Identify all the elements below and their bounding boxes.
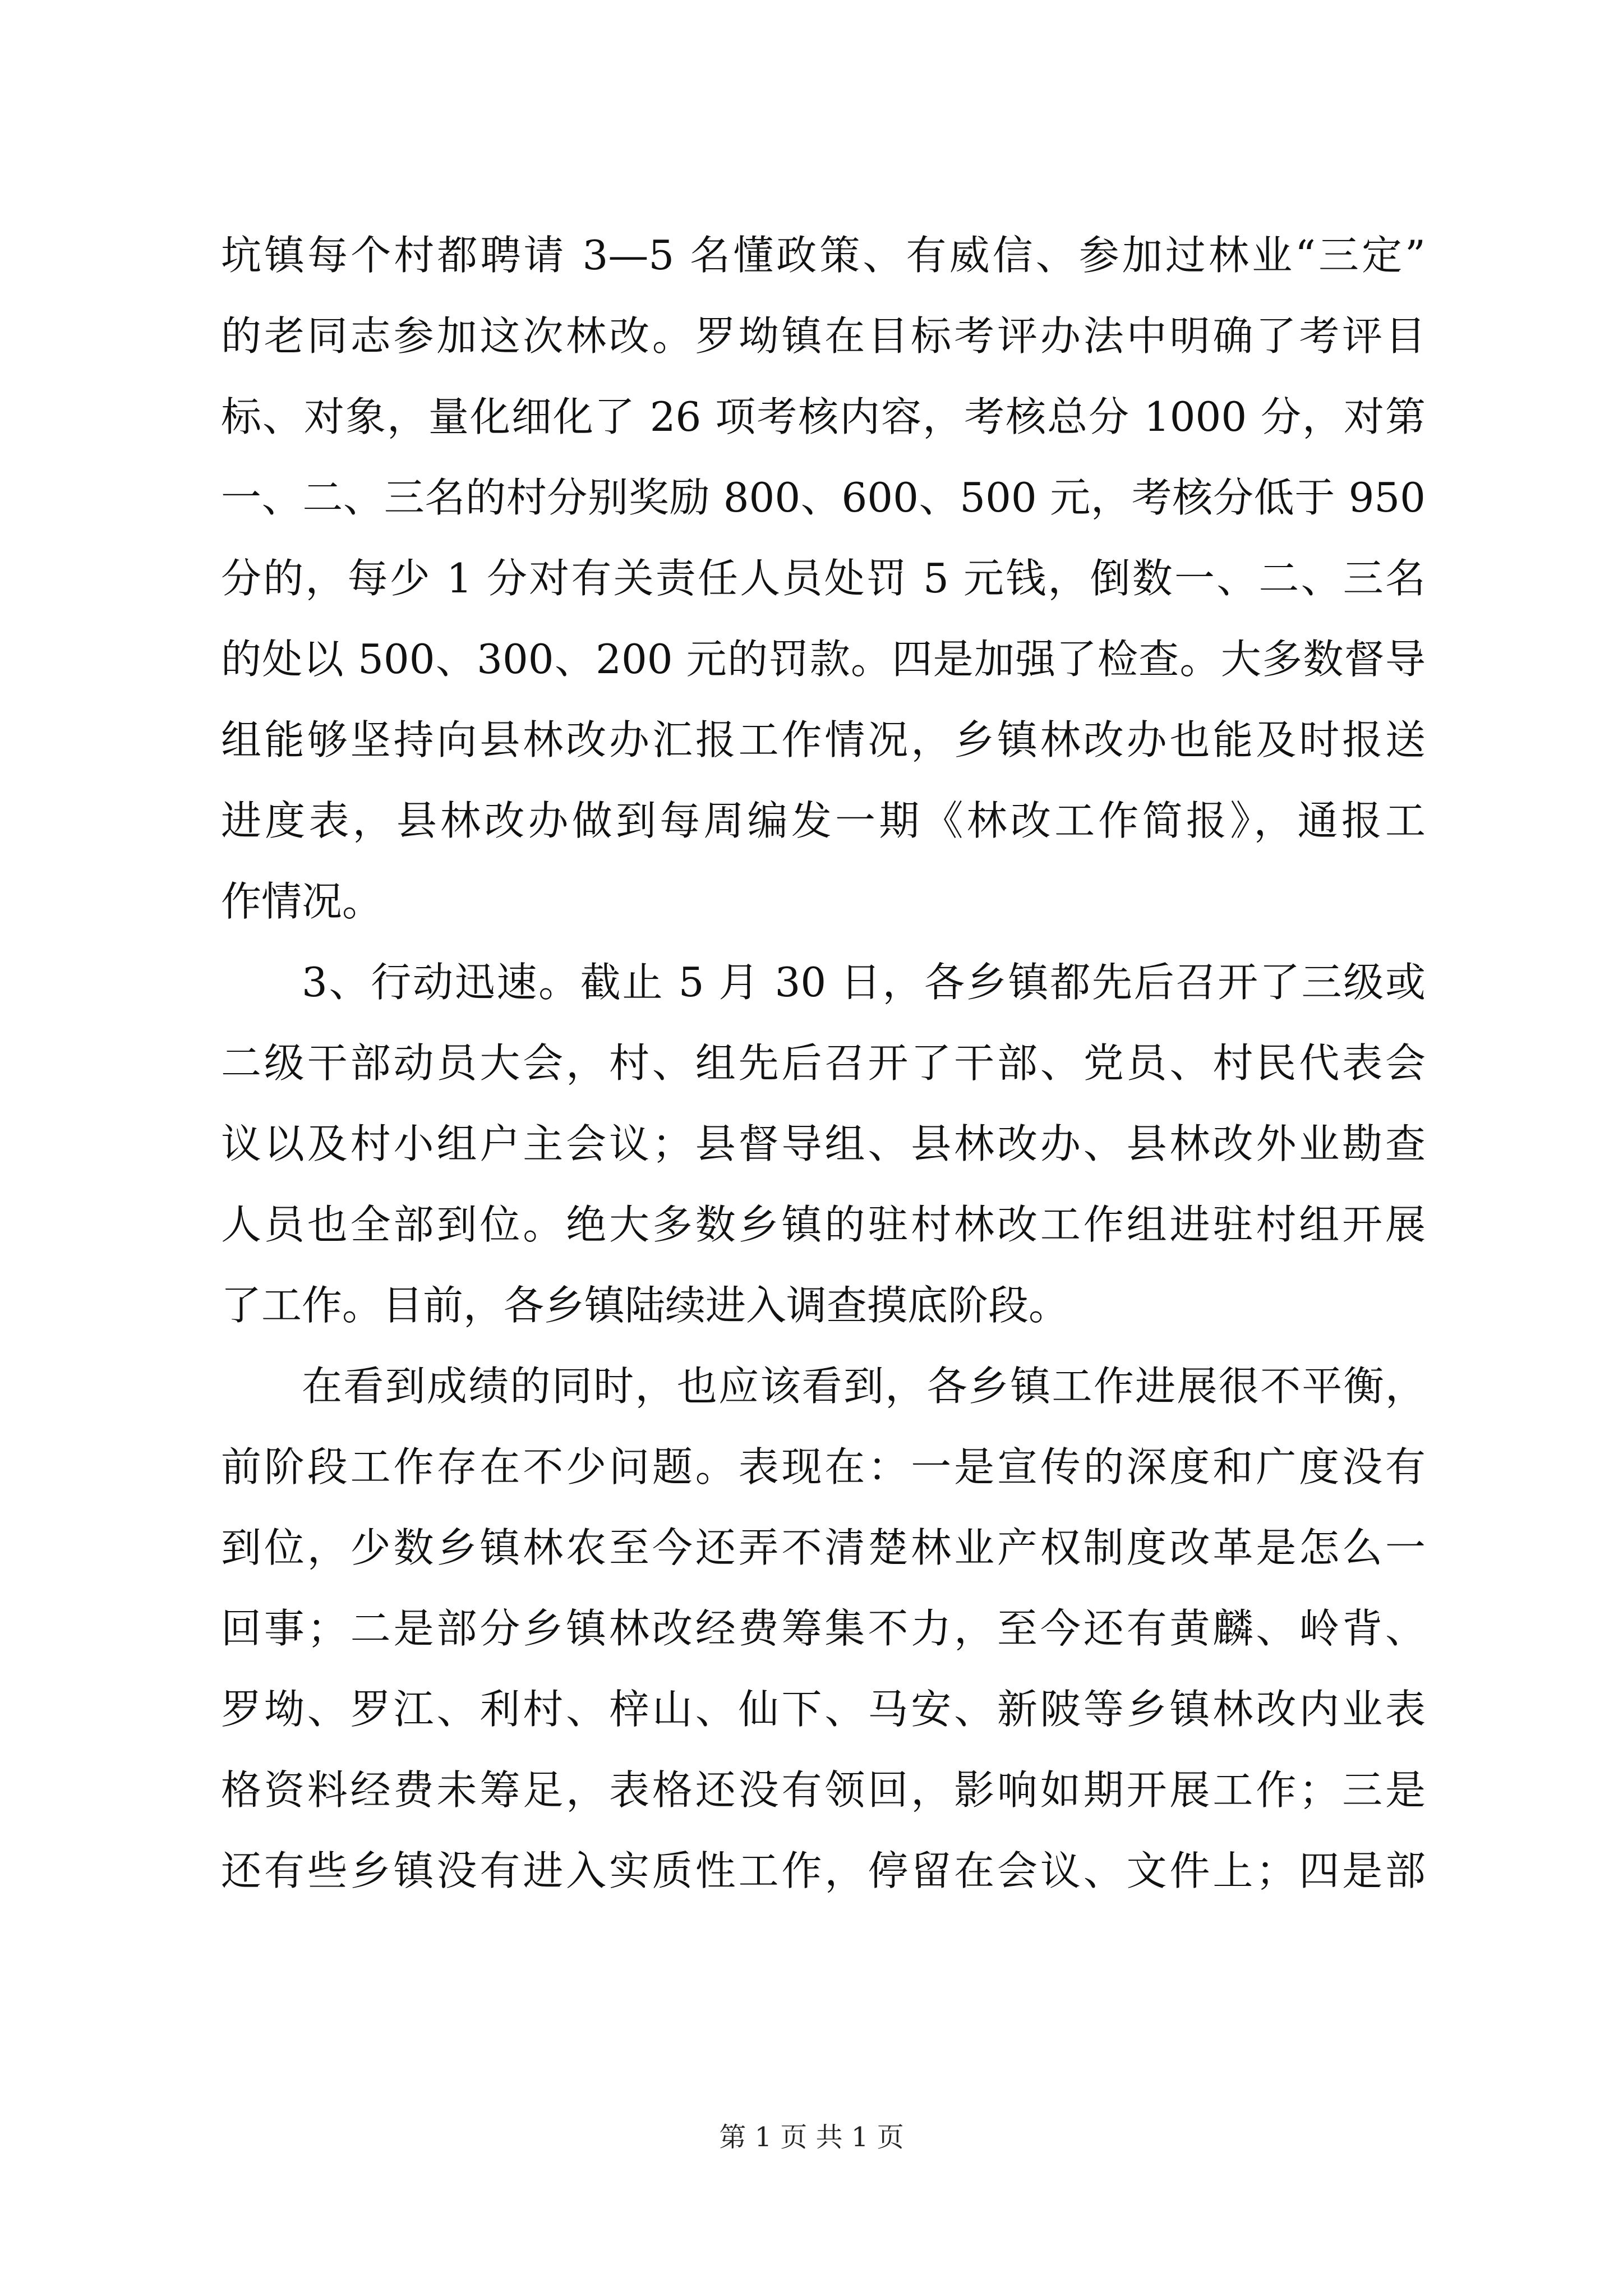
text-line: 坑镇每个村都聘请 3—5 名懂政策、有威信、参加过林业“三定”	[221, 232, 1426, 279]
text-line: 一、二、三名的村分别奖励 800、600、500 元，考核分低于 950	[221, 474, 1426, 521]
page-footer: 第 1 页 共 1 页	[719, 2122, 904, 2153]
text-line: 罗坳、罗江、利村、梓山、仙下、马安、新陂等乡镇林改内业表	[221, 1686, 1426, 1733]
text-line: 还有些乡镇没有进入实质性工作，停留在会议、文件上；四是部	[221, 1847, 1426, 1894]
text-line: 二级干部动员大会，村、组先后召开了干部、党员、村民代表会	[221, 1039, 1426, 1087]
text-line: 人员也全部到位。绝大多数乡镇的驻村林改工作组进驻村组开展	[221, 1201, 1426, 1248]
text-line: 作情况。	[221, 878, 383, 925]
text-line: 前阶段工作存在不少问题。表现在：一是宣传的深度和广度没有	[221, 1443, 1426, 1490]
text-line: 回事；二是部分乡镇林改经费筹集不力，至今还有黄麟、岭背、	[221, 1605, 1426, 1652]
text-line: 议以及村小组户主会议；县督导组、县林改办、县林改外业勘查	[221, 1120, 1426, 1167]
text-line: 组能够坚持向县林改办汇报工作情况，乡镇林改办也能及时报送	[221, 716, 1426, 763]
text-line: 的老同志参加这次林改。罗坳镇在目标考评办法中明确了考评目	[221, 312, 1426, 360]
text-line: 了工作。目前，各乡镇陆续进入调查摸底阶段。	[221, 1282, 1069, 1329]
text-line: 进度表，县林改办做到每周编发一期《林改工作简报》，通报工	[221, 797, 1426, 844]
paragraph-first-line: 3、行动迅速。截止 5 月 30 日，各乡镇都先后召开了三级或	[302, 959, 1426, 1006]
paragraph-first-line: 在看到成绩的同时，也应该看到，各乡镇工作进展很不平衡，	[302, 1363, 1426, 1410]
text-line: 到位，少数乡镇林农至今还弄不清楚林业产权制度改革是怎么一	[221, 1524, 1426, 1571]
text-line: 的处以 500、300、200 元的罚款。四是加强了检查。大多数督导	[221, 636, 1426, 683]
text-line: 格资料经费未筹足，表格还没有领回，影响如期开展工作；三是	[221, 1766, 1426, 1814]
text-line: 分的，每少 1 分对有关责任人员处罚 5 元钱，倒数一、二、三名	[221, 555, 1426, 602]
text-line: 标、对象，量化细化了 26 项考核内容，考核总分 1000 分，对第	[221, 393, 1426, 440]
